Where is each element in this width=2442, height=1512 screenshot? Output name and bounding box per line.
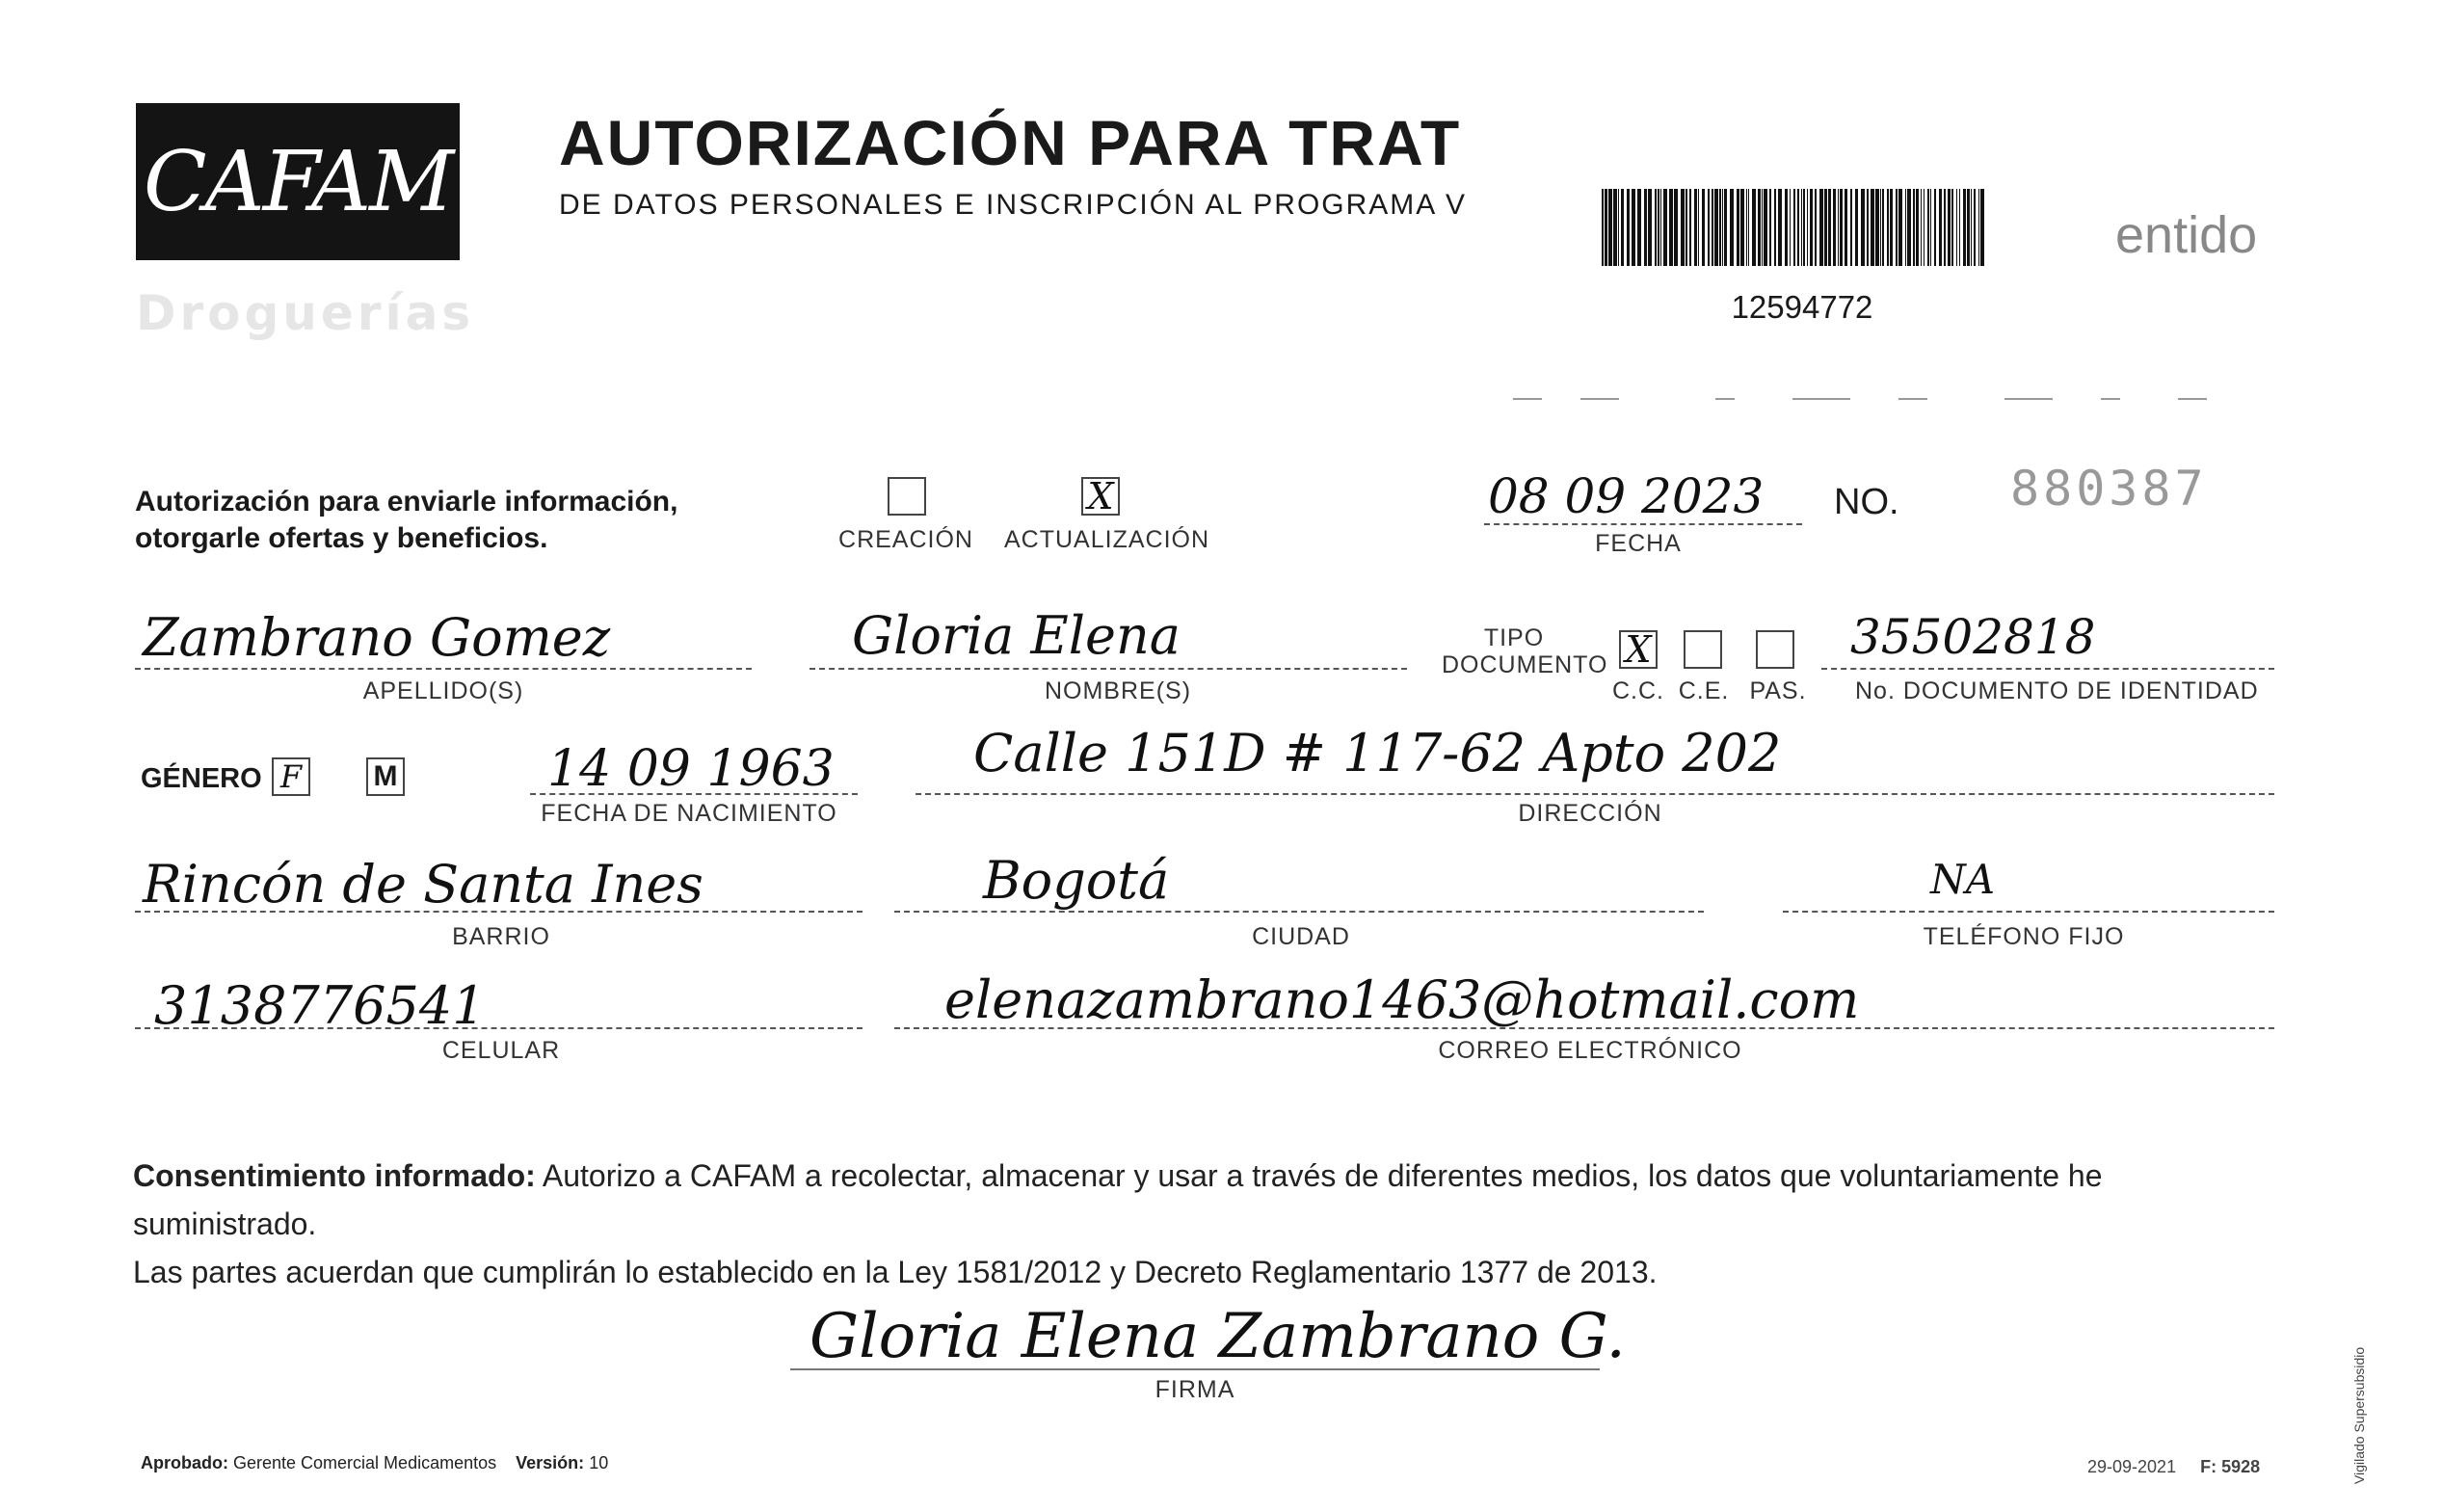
telefono-value[interactable]: NA [1930, 856, 1996, 903]
barrio-label: BARRIO [452, 923, 550, 950]
barcode-bar [1971, 189, 1972, 266]
barcode-bar [1663, 189, 1667, 266]
barcode-bar [1722, 189, 1723, 266]
barcode-bar [1880, 189, 1881, 266]
barcode-bar [1934, 189, 1936, 266]
barcode-number: 12594772 [1731, 289, 1873, 325]
tipo-documento-label: DOCUMENTO [1442, 651, 1608, 678]
barcode-bar [1824, 189, 1827, 266]
barcode-bar [1669, 189, 1673, 266]
barcode-bar [1689, 189, 1691, 266]
barcode-bar [1807, 189, 1808, 266]
divider-dash [2178, 398, 2207, 400]
ciudad-line [894, 911, 1704, 913]
barcode-bar [1605, 189, 1607, 266]
nacimiento-label: FECHA DE NACIMIENTO [541, 800, 837, 827]
celular-line [135, 1027, 863, 1029]
apellidos-value[interactable]: Zambrano Gomez [143, 607, 611, 668]
documento-label: No. DOCUMENTO DE IDENTIDAD [1855, 677, 2259, 704]
barcode-bar [1724, 189, 1727, 266]
direccion-line [916, 793, 2274, 795]
barcode-bar [1613, 189, 1617, 266]
logo-subtitle: Droguerías [136, 285, 475, 341]
barcode-bar [1762, 189, 1763, 266]
barcode-bar [1850, 189, 1852, 266]
barrio-value[interactable]: Rincón de Santa Ines [143, 854, 703, 915]
no-label: NO. [1834, 482, 1899, 522]
barcode-bar [1621, 189, 1624, 266]
barcode-bar [1828, 189, 1831, 266]
barcode-bar [1819, 189, 1823, 266]
barcode-bar [1618, 189, 1619, 266]
no-value: 880387 [2010, 461, 2208, 517]
ce-checkbox[interactable] [1684, 630, 1722, 669]
genero-f-checkbox[interactable]: F [272, 757, 310, 796]
barcode-bar [1740, 189, 1744, 266]
barcode-bar [1890, 189, 1893, 266]
barcode-bar [1658, 189, 1659, 266]
barcode-bar [1764, 189, 1767, 266]
signature-line [790, 1368, 1600, 1370]
barcode-bar [1916, 189, 1919, 266]
barcode-bar [1681, 189, 1685, 266]
aprobado-value: Gerente Comercial Medicamentos [233, 1453, 497, 1472]
pas-checkbox[interactable] [1756, 630, 1794, 669]
apellidos-line [135, 668, 752, 670]
barcode-bar [1746, 189, 1747, 266]
barcode-bar [1907, 189, 1911, 266]
barcode-bar [1655, 189, 1657, 266]
barcode-bar [1913, 189, 1915, 266]
cc-label: C.C. [1612, 677, 1664, 704]
fecha-line [1484, 523, 1802, 525]
barcode-bar [1774, 189, 1776, 266]
barcode-bar [1905, 189, 1906, 266]
barcode-bar [1974, 189, 1976, 266]
footer-date-code [2087, 1457, 2260, 1477]
barcode-bar [1963, 189, 1966, 266]
apellidos-label: APELLIDO(S) [362, 677, 524, 704]
pas-label: PAS. [1749, 677, 1807, 704]
version-label: Versión: [516, 1453, 585, 1472]
barcode-bar [1801, 189, 1802, 266]
barcode-bar [1797, 189, 1799, 266]
divider-dash [2101, 398, 2120, 400]
barcode-bar [1758, 189, 1761, 266]
direccion-value[interactable]: Calle 151D # 117-62 Apto 202 [973, 723, 1782, 783]
fecha-label: FECHA [1595, 530, 1682, 557]
barcode-bar [1632, 189, 1635, 266]
divider-dash [1792, 398, 1850, 400]
barcode-bar [1855, 189, 1858, 266]
barcode-bar [1951, 189, 1953, 266]
barcode-bar [1712, 189, 1713, 266]
barrio-line [135, 911, 863, 913]
telefono-label: TELÉFONO FIJO [1923, 923, 2125, 950]
barcode-bar [1714, 189, 1718, 266]
barcode-bar [1803, 189, 1805, 266]
barcode-bar [1882, 189, 1884, 266]
creacion-checkbox[interactable] [888, 477, 926, 516]
barcode-bar [1660, 189, 1661, 266]
barcode-bar [1887, 189, 1889, 266]
direccion-label: DIRECCIÓN [1518, 800, 1662, 827]
divider-dash [2004, 398, 2053, 400]
barcode-bar [1790, 189, 1791, 266]
barcode-bar [1838, 189, 1839, 266]
genero-label: GÉNERO [141, 763, 262, 794]
barcode-bar [1921, 189, 1922, 266]
barcode-bar [1748, 189, 1749, 266]
ciudad-value[interactable]: Bogotá [983, 850, 1170, 911]
barcode-bar [1708, 189, 1710, 266]
genero-m-checkbox[interactable]: M [366, 757, 405, 796]
intro-line: otorgarle ofertas y beneficios. [135, 522, 548, 554]
ce-label: C.E. [1678, 677, 1730, 704]
correo-label: CORREO ELECTRÓNICO [1438, 1037, 1742, 1064]
barcode-bar [1833, 189, 1836, 266]
consent-heading: Consentimiento informado: [133, 1158, 536, 1193]
celular-value[interactable]: 3138776541 [154, 975, 486, 1036]
nacimiento-line [530, 793, 858, 795]
celular-label: CELULAR [441, 1037, 561, 1064]
barcode-bar [1602, 189, 1604, 266]
divider-dash [1580, 398, 1619, 400]
barcode-bar [1927, 189, 1929, 266]
version-value: 10 [589, 1453, 609, 1472]
correo-value[interactable]: elenazambrano1463@hotmail.com [944, 969, 1860, 1030]
intro-text [135, 484, 677, 557]
nombres-line [810, 668, 1407, 670]
consent-body-2: Las partes acuerdan que cumplirán lo establecido en la Ley 1581/2012 y Decreto Reglamentario 1377 de 2013. [133, 1255, 1658, 1289]
barcode-bar [1948, 189, 1951, 266]
footer-code: F: 5928 [2200, 1457, 2261, 1476]
nombres-label: NOMBRE(S) [1044, 677, 1192, 704]
partial-heading: entido [2115, 206, 2258, 264]
barcode-bar [1978, 189, 1979, 266]
cafam-logo: CAFAM [136, 103, 460, 260]
signature-label: FIRMA [1155, 1376, 1235, 1403]
footer-date: 29-09-2021 [2087, 1457, 2177, 1476]
barcode-bar [1815, 189, 1817, 266]
barcode-bar [1778, 189, 1782, 266]
documento-value[interactable]: 35502818 [1850, 609, 2096, 665]
divider-dash [1715, 398, 1735, 400]
barcode-bar [1648, 189, 1652, 266]
form-subtitle: DE DATOS PERSONALES E INSCRIPCIÓN AL PROGRAMA V [559, 189, 1467, 221]
barcode-bar [1861, 189, 1865, 266]
barcode-bar [1627, 189, 1630, 266]
cc-checkbox[interactable]: X [1619, 630, 1658, 669]
barcode-bar [1674, 189, 1678, 266]
divider-dash [1513, 398, 1542, 400]
barcode-bar [1898, 189, 1902, 266]
divider-dash [1898, 398, 1927, 400]
form-title: AUTORIZACIÓN PARA TRAT [559, 107, 1462, 178]
barcode-bar [1637, 189, 1641, 266]
intro-line: Autorización para enviarle información, [135, 486, 678, 517]
aprobado-label: Aprobado: [141, 1453, 228, 1472]
barcode-bar [1967, 189, 1970, 266]
barcode-bar [1785, 189, 1788, 266]
barcode-bar [1896, 189, 1898, 266]
barcode-bar [1769, 189, 1771, 266]
barcode-bar [1752, 189, 1756, 266]
barcode-bar [1737, 189, 1739, 266]
barcode-bar [1980, 189, 1984, 266]
barcode-bar [1845, 189, 1847, 266]
consent-line-1 [133, 1152, 2292, 1248]
barcode-bar [1702, 189, 1705, 266]
barcode-bar [1793, 189, 1795, 266]
fecha-value[interactable]: 08 09 2023 [1488, 468, 1765, 524]
footer-approval [141, 1453, 608, 1473]
barcode-bar [1930, 189, 1931, 266]
actualizacion-checkbox[interactable]: X [1081, 477, 1120, 516]
actualizacion-label: ACTUALIZACIÓN [1004, 526, 1210, 553]
creacion-label: CREACIÓN [838, 526, 973, 553]
barcode-bar [1810, 189, 1813, 266]
barcode-bar [1939, 189, 1942, 266]
signature[interactable]: Gloria Elena Zambrano G. [810, 1301, 1626, 1372]
barcode-bar [1608, 189, 1612, 266]
documento-line [1821, 668, 2274, 670]
barcode-bar [1698, 189, 1699, 266]
telefono-line [1783, 911, 2274, 913]
barcode-bar [1956, 189, 1957, 266]
barcode [1602, 189, 1987, 266]
barcode-bar [1867, 189, 1869, 266]
barcode-bar [1686, 189, 1687, 266]
barcode-bar [1944, 189, 1946, 266]
barcode-bar [1644, 189, 1647, 266]
barcode-bar [1875, 189, 1879, 266]
nacimiento-value[interactable]: 14 09 1963 [547, 740, 835, 798]
barcode-bar [1871, 189, 1874, 266]
consent-text [133, 1152, 2292, 1296]
barcode-bar [1959, 189, 1960, 266]
barcode-bar [1719, 189, 1721, 266]
correo-line [894, 1027, 2274, 1029]
barcode-bar [1694, 189, 1697, 266]
ciudad-label: CIUDAD [1252, 923, 1350, 950]
side-vigilado-text: Vigilado Supersubsidio [2351, 1346, 2367, 1484]
tipo-documento-label: TIPO [1483, 624, 1545, 651]
barcode-bar [1840, 189, 1843, 266]
consent-body-1: Autorizo a CAFAM a recolectar, almacenar y usar a través de diferentes medios, los datos que voluntariamente he suministrado. [133, 1158, 2103, 1241]
nombres-value[interactable]: Gloria Elena [852, 605, 1181, 666]
barcode-bar [1730, 189, 1734, 266]
